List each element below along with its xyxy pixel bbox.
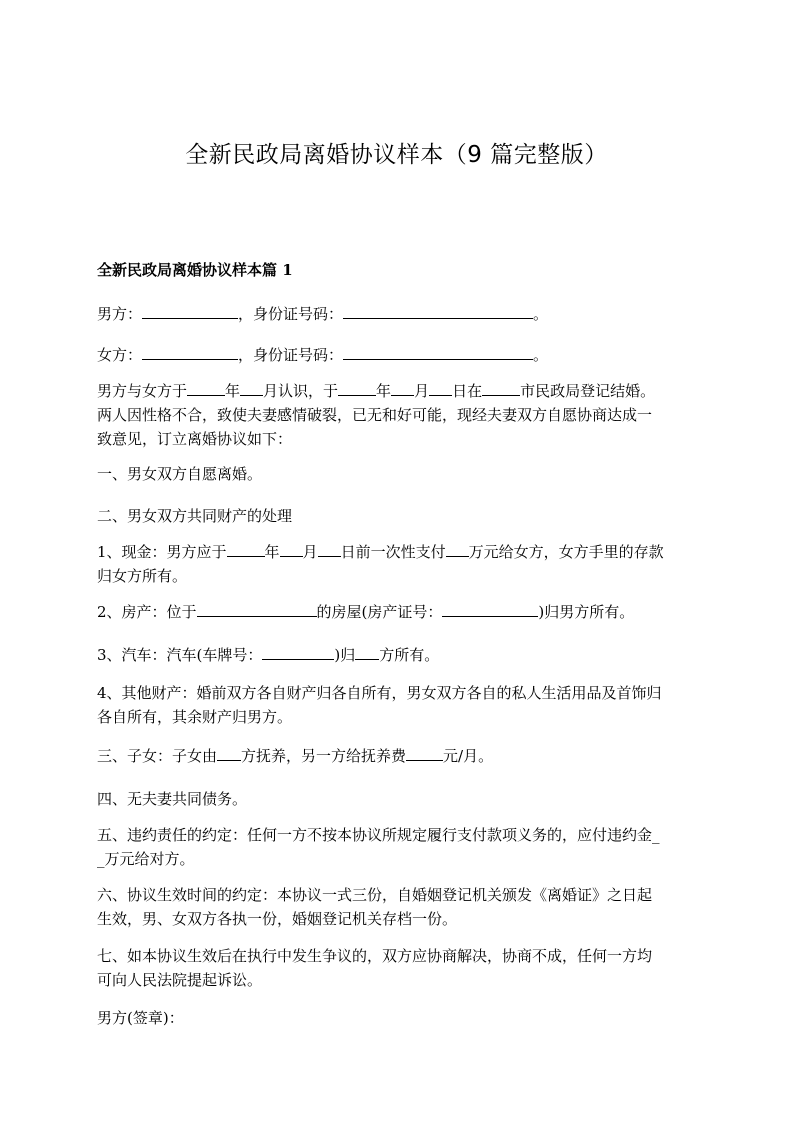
house-text: 的房屋(房产证号：	[316, 603, 443, 621]
intro-line-1	[97, 379, 697, 403]
house-text: )归男方所有。	[538, 603, 635, 621]
section-heading: 全新民政局离婚协议样本篇 1	[97, 261, 293, 279]
car-text: )归	[334, 646, 356, 664]
blank	[406, 745, 443, 761]
child-text: 方抚养，另一方给抚养费	[241, 747, 407, 765]
blank	[482, 380, 520, 396]
clause-1: 一、男女双方自愿离婚。	[97, 465, 263, 483]
house-clause	[97, 600, 697, 624]
intro-text: 市民政局登记结婚。	[520, 382, 656, 400]
breach-line-2: _万元给对方。	[97, 850, 195, 868]
blank	[240, 380, 263, 396]
female-label: 女方：	[97, 346, 143, 364]
intro-line-3: 致意见，订立离婚协议如下：	[97, 430, 293, 448]
male-id-label: ，身份证号码：	[238, 305, 344, 323]
other-line-1: 4、其他财产：婚前双方各自财产归各自所有，男女双方各自的私人生活用品及首饰归	[97, 684, 662, 702]
document-title: 全新民政局离婚协议样本（9 篇完整版）	[185, 142, 608, 168]
cash-line-2: 归女方所有。	[97, 567, 188, 585]
blank	[280, 541, 303, 557]
child-text: 三、子女：子女由	[97, 747, 218, 765]
blank	[318, 541, 341, 557]
breach-clause	[97, 823, 697, 871]
intro-paragraph	[97, 379, 697, 451]
clause-4: 四、无夫妻共同债务。	[97, 790, 248, 808]
cash-text: 1、现金：男方应于	[97, 543, 227, 561]
clause-2: 二、男女双方共同财产的处理	[97, 507, 293, 525]
male-name-blank	[142, 303, 238, 319]
intro-text: 男方与女方于	[97, 382, 188, 400]
female-name-blank	[142, 344, 238, 360]
effect-line-1: 六、协议生效时间的约定：本协议一式三份，自婚姻登记机关颁发《离婚证》之日起	[97, 886, 653, 904]
house-text: 2、房产：位于	[97, 603, 197, 621]
intro-text: 年	[376, 382, 392, 400]
female-end: 。	[533, 346, 549, 364]
intro-text: 年	[225, 382, 241, 400]
car-clause	[97, 643, 697, 667]
male-label: 男方：	[97, 305, 143, 323]
child-text: 元/月。	[443, 747, 494, 765]
male-id-blank	[343, 303, 533, 319]
effect-clause	[97, 883, 697, 931]
dispute-clause	[97, 944, 697, 992]
dispute-line-1: 七、如本协议生效后在执行中发生争议的，双方应协商解决，协商不成，任何一方均	[97, 947, 653, 965]
blank	[442, 601, 538, 617]
male-signature: 男方(签章)：	[97, 1009, 184, 1027]
blank	[338, 380, 376, 396]
male-line	[97, 302, 697, 326]
female-id-label: ，身份证号码：	[238, 346, 344, 364]
child-clause	[97, 744, 697, 768]
dispute-line-2: 可向人民法院提起诉讼。	[97, 971, 263, 989]
cash-line-1	[97, 540, 697, 564]
cash-text: 万元给女方，女方手里的存款	[468, 543, 664, 561]
male-end: 。	[533, 305, 549, 323]
blank	[429, 380, 452, 396]
intro-line-2: 两人因性格不合，致使夫妻感情破裂，已无和好可能，现经夫妻双方自愿协商达成一	[97, 406, 653, 424]
breach-line-1: 五、违约责任的约定：任何一方不按本协议所规定履行支付款项义务的，应付违约金_	[97, 826, 660, 844]
cash-text: 日前一次性支付	[340, 543, 446, 561]
other-line-2: 各自所有，其余财产归男方。	[97, 708, 293, 726]
cash-clause	[97, 540, 697, 588]
female-line	[97, 343, 697, 367]
blank	[391, 380, 414, 396]
blank	[355, 644, 379, 660]
intro-text: 月	[414, 382, 430, 400]
blank	[197, 601, 317, 617]
cash-text: 月	[302, 543, 318, 561]
blank	[217, 745, 241, 761]
car-text: 3、汽车：汽车(车牌号：	[97, 646, 263, 664]
intro-text: 月认识，于	[263, 382, 339, 400]
car-text: 方所有。	[379, 646, 440, 664]
female-id-blank	[343, 344, 533, 360]
blank	[227, 541, 265, 557]
blank	[262, 644, 334, 660]
blank	[446, 541, 469, 557]
effect-line-2: 生效，男、女双方各执一份，婚姻登记机关存档一份。	[97, 910, 458, 928]
intro-text: 日在	[452, 382, 483, 400]
blank	[187, 380, 225, 396]
other-property-clause	[97, 681, 697, 729]
cash-text: 年	[264, 543, 280, 561]
